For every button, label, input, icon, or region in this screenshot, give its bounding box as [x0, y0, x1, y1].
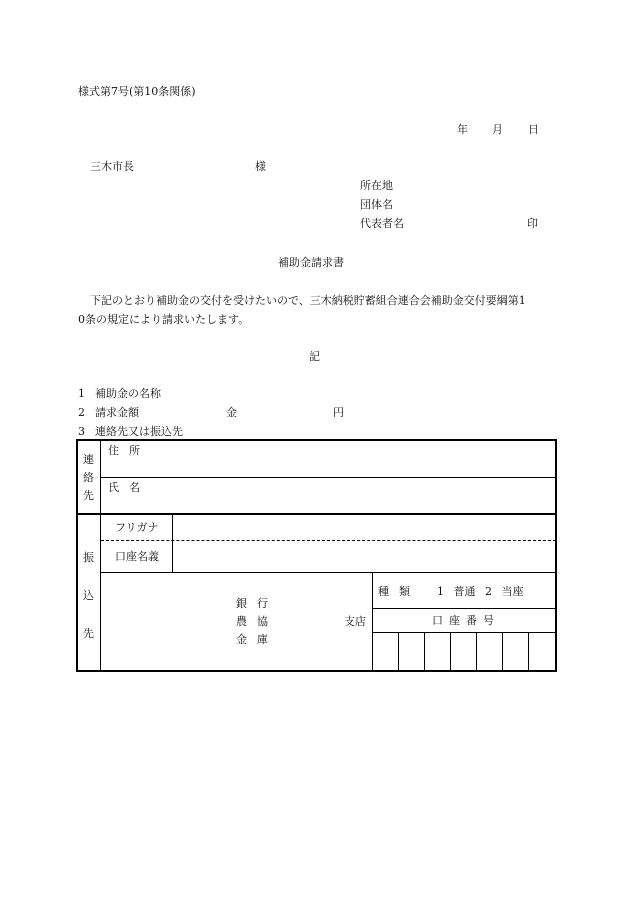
- item-2-yen: 円: [333, 406, 344, 419]
- furigana-label: フリガナ: [115, 521, 159, 534]
- document-title: 補助金請求書: [278, 256, 344, 269]
- account-kind-label: 種類: [378, 585, 420, 598]
- item-2-label: 請求金額: [95, 406, 139, 419]
- ki-label: 記: [309, 350, 320, 363]
- branch-label: 支店: [344, 615, 366, 628]
- name-label: 氏名: [108, 481, 150, 494]
- contact-header-1: 連: [83, 453, 94, 466]
- item-2-kin: 金: [226, 406, 237, 419]
- transfer-header-1: 振: [83, 551, 94, 564]
- contact-header-3: 先: [83, 489, 94, 502]
- item-1-num: 1: [78, 387, 85, 400]
- representative-label: 代表者名: [360, 217, 404, 230]
- body-line-1: 下記のとおり補助金の交付を受けたいので、三木納税貯蓄組合連合会補助金交付要綱第1: [90, 294, 526, 307]
- contact-header-2: 絡: [83, 471, 94, 484]
- bank-type-nokyo: 農協: [236, 615, 278, 628]
- account-number-label: 口座番号: [432, 614, 500, 627]
- location-label: 所在地: [360, 179, 393, 192]
- address-label: 住所: [108, 444, 150, 457]
- item-2-num: 2: [78, 406, 85, 419]
- seal-label: 印: [527, 217, 538, 230]
- account-name-label: 口座名義: [115, 550, 159, 563]
- body-line-2: 0条の規定により請求いたします。: [78, 313, 250, 326]
- item-1-label: 補助金の名称: [95, 387, 161, 400]
- group-label: 団体名: [360, 198, 393, 211]
- bank-type-kinko: 金庫: [236, 633, 278, 646]
- addressee-name: 三木市長: [90, 160, 134, 173]
- transfer-header-2: 込: [83, 589, 94, 602]
- bank-type-bank: 銀行: [236, 597, 278, 610]
- date-month: 月: [492, 123, 503, 136]
- form-label: 様式第7号(第10条関係): [78, 85, 196, 98]
- date-day: 日: [528, 123, 539, 136]
- addressee-honorific: 様: [255, 160, 266, 173]
- date-year: 年: [457, 123, 468, 136]
- item-3-label: 連絡先又は振込先: [95, 425, 183, 438]
- transfer-header-3: 先: [83, 627, 94, 640]
- item-3-num: 3: [78, 425, 85, 438]
- account-kind-options: 1 普通 2 当座: [437, 585, 524, 598]
